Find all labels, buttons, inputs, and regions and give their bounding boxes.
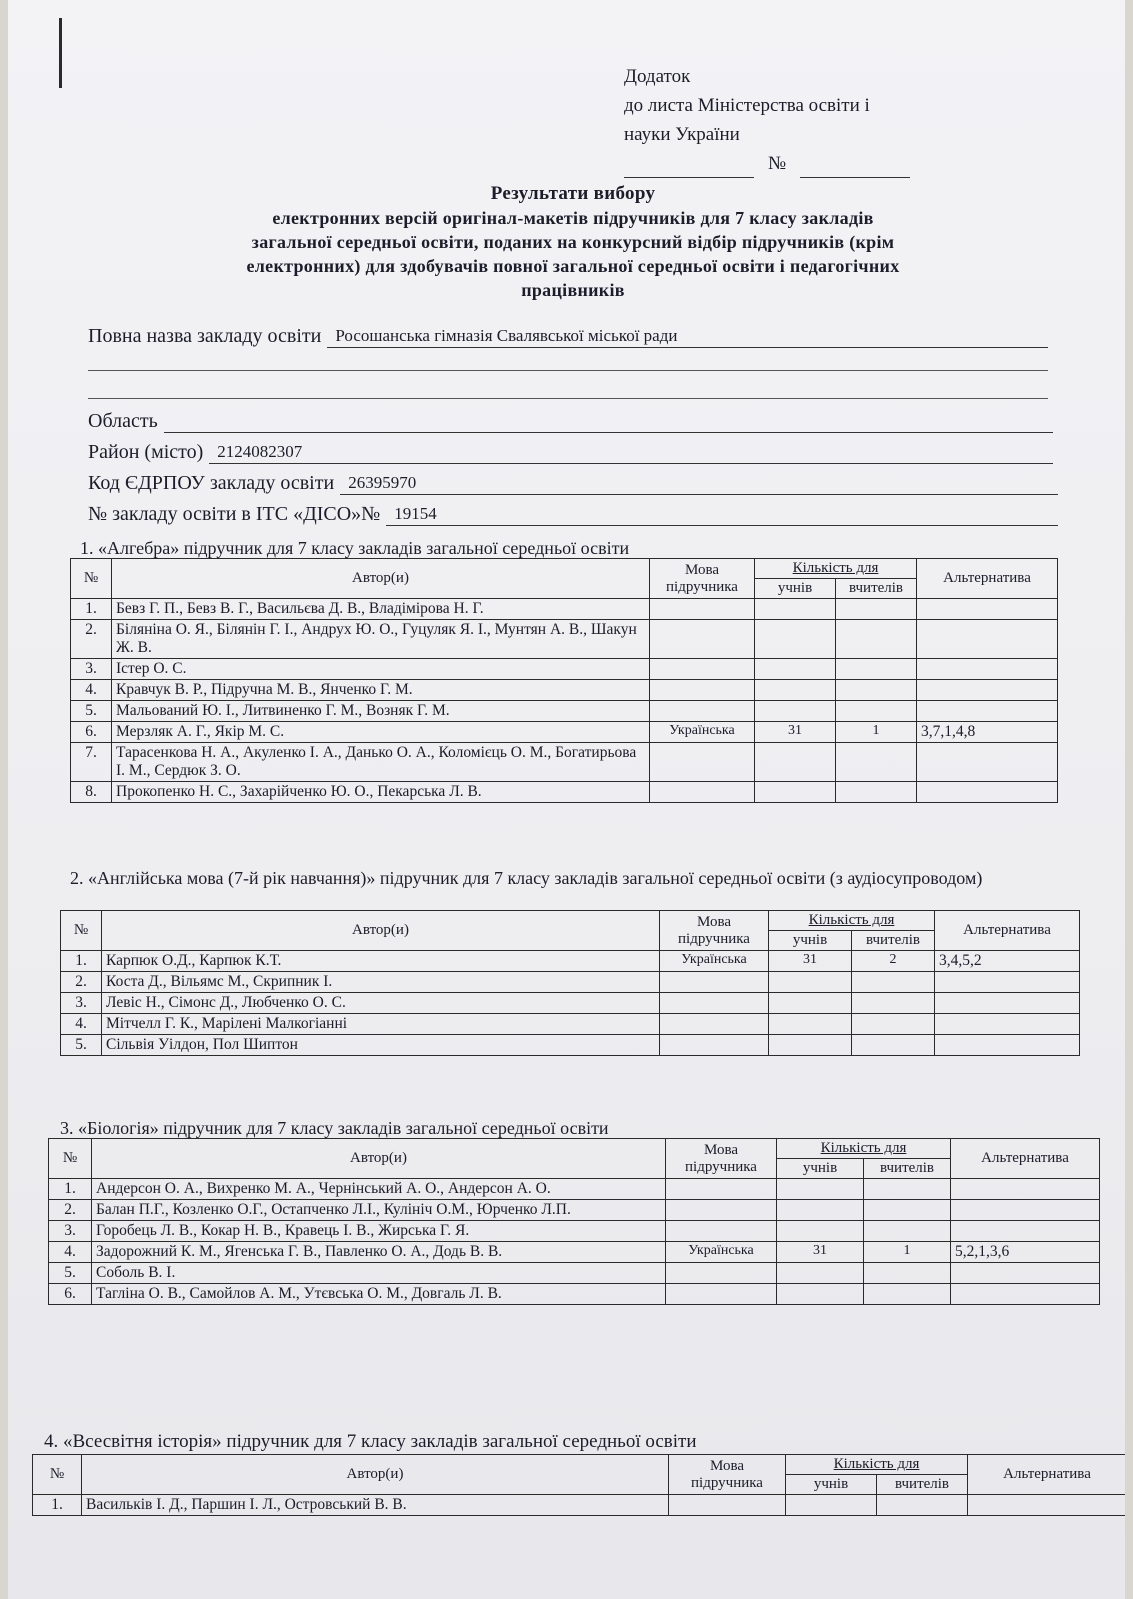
table-row xyxy=(71,680,1058,701)
header-count: Кількість для xyxy=(777,1139,951,1159)
row-teachers-count xyxy=(864,1179,951,1200)
header-authors: Автор(и) xyxy=(102,911,660,951)
addendum-line: до листа Міністерства освіти і xyxy=(624,95,870,116)
row-teachers-count: 1 xyxy=(836,722,917,743)
header-num: № xyxy=(33,1455,82,1495)
table-body xyxy=(61,951,1080,1056)
header-alt: Альтернатива xyxy=(917,559,1058,599)
header-teachers: вчителів xyxy=(836,579,917,599)
row-authors: Мальований Ю. І., Литвиненко Г. М., Возняк Г. М. xyxy=(112,701,650,722)
table-row xyxy=(71,620,1058,659)
row-students-count xyxy=(755,620,836,659)
table-row xyxy=(61,1035,1080,1056)
header-students: учнів xyxy=(786,1475,877,1495)
header-authors: Автор(и) xyxy=(112,559,650,599)
row-students-count xyxy=(755,743,836,782)
row-students-count xyxy=(755,680,836,701)
row-number: 4. xyxy=(49,1242,92,1263)
table-header-row xyxy=(61,911,1080,931)
row-language xyxy=(669,1495,786,1516)
field-value: Росошанська гімназія Свалявської міської ради xyxy=(327,325,1048,348)
row-language: Українська xyxy=(660,951,769,972)
row-number: 6. xyxy=(71,722,112,743)
title-line: загальної середньої освіти, поданих на конкурсний відбір підручників (крім xyxy=(251,232,895,252)
row-teachers-count xyxy=(877,1495,968,1516)
row-alternative xyxy=(951,1263,1100,1284)
row-authors: Андерсон О. А., Вихренко М. А., Чернінський А. О., Андерсон А. О. xyxy=(92,1179,666,1200)
row-alternative: 3,4,5,2 xyxy=(935,951,1080,972)
table-header-row xyxy=(33,1455,1126,1475)
row-alternative xyxy=(935,1035,1080,1056)
row-number: 3. xyxy=(71,659,112,680)
row-language xyxy=(666,1200,777,1221)
title-line: електронних) для здобувачів повної загальної середньої освіти і педагогічних xyxy=(246,256,900,276)
table-row xyxy=(71,701,1058,722)
row-alternative xyxy=(917,659,1058,680)
row-authors: Тарасенкова Н. А., Акуленко І. А., Данько О. А., Коломієць О. М., Богатирьова І. М., Сердюк З. О. xyxy=(112,743,650,782)
row-number: 5. xyxy=(49,1263,92,1284)
row-authors: Мітчелл Г. К., Марілені Малкогіанні xyxy=(102,1014,660,1035)
row-authors: Тагліна О. В., Самойлов А. М., Утєвська О. М., Довгаль Л. В. xyxy=(92,1284,666,1305)
row-number: 6. xyxy=(49,1284,92,1305)
row-authors: Мерзляк А. Г., Якір М. С. xyxy=(112,722,650,743)
row-students-count: 31 xyxy=(777,1242,864,1263)
row-language xyxy=(666,1263,777,1284)
blank-line xyxy=(88,398,1048,399)
row-authors: Істер О. С. xyxy=(112,659,650,680)
row-students-count xyxy=(755,701,836,722)
field-label: № закладу освіти в ІТС «ДІСО»№ xyxy=(88,503,381,525)
table-algebra xyxy=(70,558,1058,803)
row-number: 7. xyxy=(71,743,112,782)
header-count: Кількість для xyxy=(755,559,917,579)
table-row xyxy=(71,599,1058,620)
row-alternative xyxy=(968,1495,1126,1516)
row-alternative xyxy=(917,620,1058,659)
row-language xyxy=(660,993,769,1014)
section-title-biology: 3. «Біологія» підручник для 7 класу закладів загальної середньої освіти xyxy=(60,1118,609,1138)
table-header-row xyxy=(49,1139,1100,1159)
table-body xyxy=(71,599,1058,803)
row-authors: Кравчук В. Р., Підручна М. В., Янченко Г. М. xyxy=(112,680,650,701)
table-row xyxy=(71,722,1058,743)
header-teachers: вчителів xyxy=(852,931,935,951)
row-teachers-count xyxy=(836,701,917,722)
row-students-count xyxy=(777,1221,864,1242)
row-alternative xyxy=(951,1200,1100,1221)
row-teachers-count xyxy=(836,599,917,620)
table-row xyxy=(61,972,1080,993)
table-row xyxy=(49,1242,1100,1263)
field-value: 2124082307 xyxy=(209,441,1053,464)
field-value xyxy=(164,410,1053,433)
table-row xyxy=(71,743,1058,782)
row-number: 8. xyxy=(71,782,112,803)
header-alt: Альтернатива xyxy=(951,1139,1100,1179)
table-world-history xyxy=(32,1454,1125,1516)
row-authors: Горобець Л. В., Кокар Н. В., Кравець І. В., Жирська Г. Я. xyxy=(92,1221,666,1242)
row-teachers-count xyxy=(852,1035,935,1056)
section-title-algebra: 1. «Алгебра» підручник для 7 класу закладів загальної середньої освіти xyxy=(80,538,630,558)
number-sign: № xyxy=(768,153,787,174)
blank-line xyxy=(88,370,1048,371)
row-teachers-count xyxy=(836,659,917,680)
margin-mark xyxy=(59,18,62,88)
row-students-count xyxy=(769,1014,852,1035)
row-authors: Сільвія Уілдон, Пол Шиптон xyxy=(102,1035,660,1056)
table-row xyxy=(49,1179,1100,1200)
row-number: 1. xyxy=(71,599,112,620)
row-teachers-count xyxy=(852,1014,935,1035)
row-teachers-count: 1 xyxy=(864,1242,951,1263)
table-row xyxy=(49,1263,1100,1284)
row-alternative: 3,7,1,4,8 xyxy=(917,722,1058,743)
row-number: 4. xyxy=(71,680,112,701)
row-students-count xyxy=(777,1200,864,1221)
oblast-field xyxy=(88,410,1053,433)
row-students-count xyxy=(755,659,836,680)
row-authors: Біляніна О. Я., Білянін Г. І., Андрух Ю. О., Гуцуляк Я. І., Мунтян А. В., Шакун Ж. В. xyxy=(112,620,650,659)
header-teachers: вчителів xyxy=(877,1475,968,1495)
row-language xyxy=(650,701,755,722)
row-language xyxy=(666,1284,777,1305)
itc-field xyxy=(88,503,1058,526)
row-students-count: 31 xyxy=(769,951,852,972)
row-students-count: 31 xyxy=(755,722,836,743)
header-lang: Мова підручника xyxy=(660,911,769,951)
section-title-world-history: 4. «Всесвітня історія» підручник для 7 класу закладів загальної середньої освіти xyxy=(44,1431,697,1452)
row-alternative xyxy=(935,972,1080,993)
row-students-count xyxy=(755,599,836,620)
row-students-count xyxy=(769,1035,852,1056)
row-teachers-count xyxy=(852,993,935,1014)
addendum-number-line xyxy=(624,149,910,178)
number-blank xyxy=(800,157,910,178)
row-alternative xyxy=(917,701,1058,722)
header-students: учнів xyxy=(769,931,852,951)
row-students-count xyxy=(786,1495,877,1516)
row-authors: Балан П.Г., Козленко О.Г., Остапченко Л.І., Кулініч О.М., Юрченко Л.П. xyxy=(92,1200,666,1221)
field-label: Код ЄДРПОУ закладу освіти xyxy=(88,472,335,494)
title-line: Результати вибору xyxy=(490,183,656,204)
row-language xyxy=(650,599,755,620)
row-teachers-count xyxy=(864,1284,951,1305)
field-label: Район (місто) xyxy=(88,441,204,463)
row-teachers-count xyxy=(836,620,917,659)
district-field xyxy=(88,441,1053,464)
row-language xyxy=(660,1014,769,1035)
row-language: Українська xyxy=(650,722,755,743)
row-number: 4. xyxy=(61,1014,102,1035)
header-lang: Мова підручника xyxy=(650,559,755,599)
row-teachers-count xyxy=(836,782,917,803)
table-body xyxy=(49,1179,1100,1305)
row-alternative xyxy=(917,680,1058,701)
row-alternative xyxy=(935,1014,1080,1035)
header-num: № xyxy=(71,559,112,599)
row-language xyxy=(660,1035,769,1056)
table-row xyxy=(71,659,1058,680)
row-alternative xyxy=(917,743,1058,782)
row-authors: Левіс Н., Сімонс Д., Любченко О. С. xyxy=(102,993,660,1014)
row-language: Українська xyxy=(666,1242,777,1263)
table-row xyxy=(71,782,1058,803)
row-number: 1. xyxy=(49,1179,92,1200)
row-alternative xyxy=(935,993,1080,1014)
row-number: 3. xyxy=(49,1221,92,1242)
title-line: працівників xyxy=(521,280,625,300)
header-students: учнів xyxy=(755,579,836,599)
row-teachers-count xyxy=(864,1221,951,1242)
school-name-field xyxy=(88,325,1048,348)
row-students-count xyxy=(777,1179,864,1200)
row-alternative xyxy=(951,1221,1100,1242)
header-count: Кількість для xyxy=(786,1455,968,1475)
field-value: 19154 xyxy=(386,503,1058,526)
row-number: 3. xyxy=(61,993,102,1014)
row-language xyxy=(650,620,755,659)
table-header-row xyxy=(71,559,1058,579)
edrpou-field xyxy=(88,472,1058,495)
field-label: Повна назва закладу освіти xyxy=(88,325,322,347)
header-alt: Альтернатива xyxy=(935,911,1080,951)
table-row xyxy=(61,1014,1080,1035)
header-teachers: вчителів xyxy=(864,1159,951,1179)
row-number: 2. xyxy=(61,972,102,993)
document-title xyxy=(98,182,1048,302)
table-english xyxy=(60,910,1080,1056)
row-language xyxy=(666,1221,777,1242)
row-teachers-count xyxy=(852,972,935,993)
row-authors: Задорожний К. М., Ягенська Г. В., Павленко О. А., Додь В. В. xyxy=(92,1242,666,1263)
row-language xyxy=(650,743,755,782)
row-language xyxy=(666,1179,777,1200)
row-authors: Бевз Г. П., Бевз В. Г., Васильєва Д. В., Владімірова Н. Г. xyxy=(112,599,650,620)
row-teachers-count xyxy=(836,680,917,701)
row-alternative: 5,2,1,3,6 xyxy=(951,1242,1100,1263)
row-teachers-count xyxy=(864,1263,951,1284)
table-row xyxy=(33,1495,1126,1516)
addendum-line: Додаток xyxy=(624,66,691,87)
row-language xyxy=(660,972,769,993)
header-lang: Мова підручника xyxy=(669,1455,786,1495)
table-row xyxy=(61,951,1080,972)
table-row xyxy=(61,993,1080,1014)
document-page xyxy=(8,0,1125,1599)
row-authors: Васильків І. Д., Паршин І. Л., Островський В. В. xyxy=(82,1495,669,1516)
row-students-count xyxy=(769,972,852,993)
row-students-count xyxy=(755,782,836,803)
header-lang: Мова підручника xyxy=(666,1139,777,1179)
row-students-count xyxy=(777,1263,864,1284)
header-num: № xyxy=(49,1139,92,1179)
header-num: № xyxy=(61,911,102,951)
table-row xyxy=(49,1200,1100,1221)
header-authors: Автор(и) xyxy=(92,1139,666,1179)
table-row xyxy=(49,1221,1100,1242)
row-students-count xyxy=(769,993,852,1014)
row-students-count xyxy=(777,1284,864,1305)
row-number: 5. xyxy=(61,1035,102,1056)
row-teachers-count xyxy=(864,1200,951,1221)
row-teachers-count xyxy=(836,743,917,782)
row-number: 2. xyxy=(49,1200,92,1221)
row-alternative xyxy=(917,599,1058,620)
row-language xyxy=(650,782,755,803)
row-number: 1. xyxy=(33,1495,82,1516)
field-value: 26395970 xyxy=(340,472,1058,495)
header-count: Кількість для xyxy=(769,911,935,931)
date-blank xyxy=(624,157,754,178)
header-alt: Альтернатива xyxy=(968,1455,1126,1495)
section-title-english: 2. «Англійська мова (7-й рік навчання)» підручник для 7 класу закладів загальної середньої освіти (з аудіосупроводом) xyxy=(70,868,983,888)
row-number: 1. xyxy=(61,951,102,972)
table-body xyxy=(33,1495,1126,1516)
table-row xyxy=(49,1284,1100,1305)
field-label: Область xyxy=(88,410,158,432)
row-authors: Коста Д., Вільямс М., Скрипник І. xyxy=(102,972,660,993)
addendum-block xyxy=(624,62,910,178)
row-alternative xyxy=(951,1284,1100,1305)
row-authors: Карпюк О.Д., Карпюк К.Т. xyxy=(102,951,660,972)
addendum-line: науки України xyxy=(624,124,740,145)
row-alternative xyxy=(917,782,1058,803)
table-biology xyxy=(48,1138,1100,1305)
row-authors: Прокопенко Н. С., Захарійченко Ю. О., Пекарська Л. В. xyxy=(112,782,650,803)
row-alternative xyxy=(951,1179,1100,1200)
row-teachers-count: 2 xyxy=(852,951,935,972)
row-number: 2. xyxy=(71,620,112,659)
title-line: електронних версій оригінал-макетів підручників для 7 класу закладів xyxy=(272,208,874,228)
row-language xyxy=(650,680,755,701)
header-authors: Автор(и) xyxy=(82,1455,669,1495)
row-number: 5. xyxy=(71,701,112,722)
row-authors: Соболь В. І. xyxy=(92,1263,666,1284)
header-students: учнів xyxy=(777,1159,864,1179)
row-language xyxy=(650,659,755,680)
